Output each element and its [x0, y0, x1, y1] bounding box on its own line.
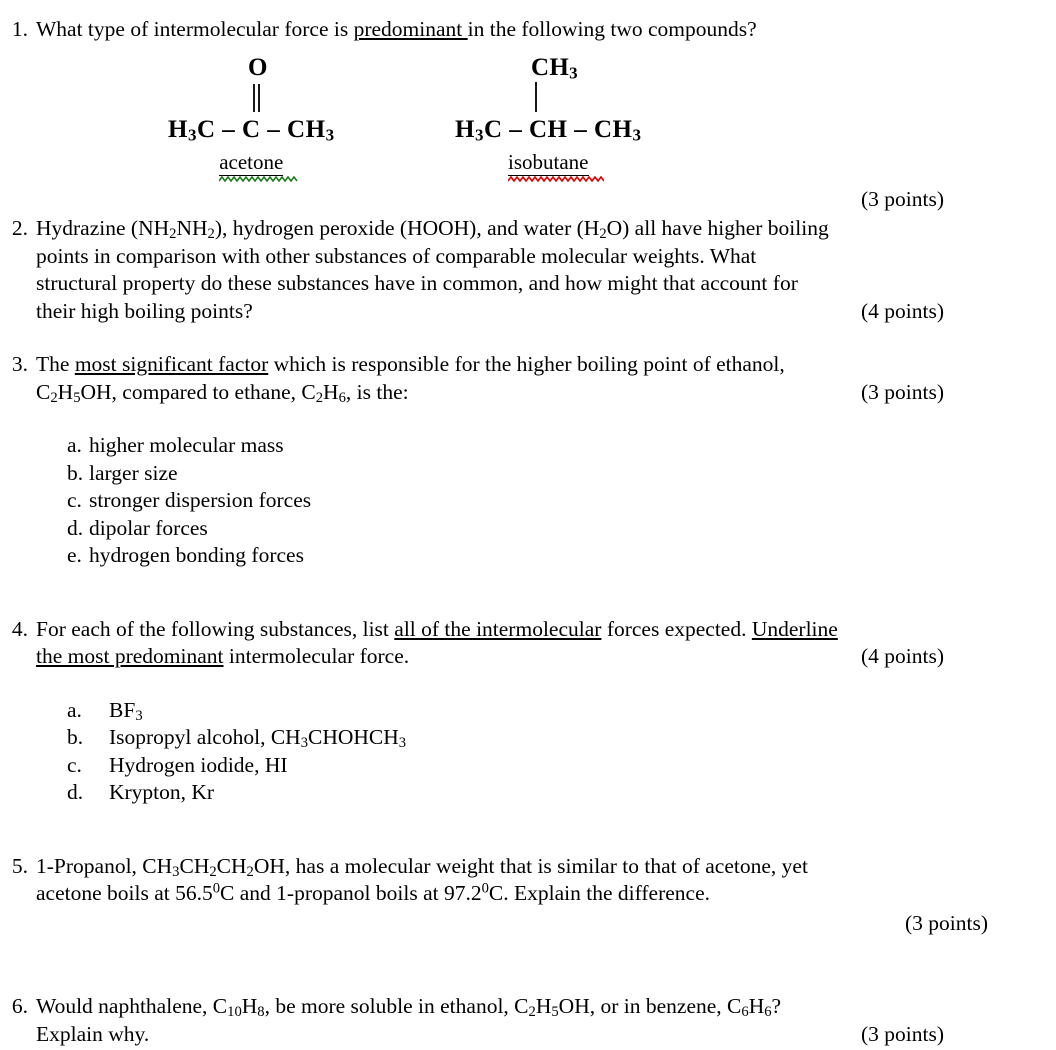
option-3b[interactable]: [67, 460, 1056, 488]
option-4d-letter: d.: [67, 780, 84, 805]
question-2-line-3: structural property do these substances have in common, and how might that account for: [36, 271, 798, 296]
question-6: [0, 993, 1056, 1048]
option-4d-text: Krypton, Kr: [109, 780, 215, 805]
option-3e[interactable]: [67, 542, 1056, 570]
molecule-acetone: [168, 52, 335, 177]
isobutane-methyl-group: [455, 52, 642, 114]
acetone-name-text: acetone: [219, 149, 284, 174]
q4-underlined-most-predominant: the most predominant: [36, 644, 224, 669]
question-4-number: 4.: [11, 616, 28, 641]
question-6-number: 6.: [11, 994, 28, 1019]
acetone-grammar-squiggle: [219, 176, 299, 182]
option-3b-letter: b.: [67, 460, 84, 485]
q3-text-after: which is responsible for the higher boiling point of ethanol,: [268, 352, 785, 377]
question-6-line-1: Would naphthalene, $C_{10}H_8$, be more soluble in ethanol, $C_2H_5OH$, or in benzene, $C_6H_6$?: [36, 994, 782, 1021]
option-4b[interactable]: [67, 724, 1056, 752]
isobutane-spelling-squiggle: [508, 176, 604, 182]
question-1-points: (3 points): [860, 186, 944, 211]
isobutane-single-bond-line: [535, 82, 537, 112]
question-1-number: 1.: [11, 17, 28, 41]
question-5-line-2: acetone boils at 56.5$^0$C and 1-propanol boils at 97.2$^0$C. Explain the difference.: [36, 880, 711, 906]
q4-l1-part-a: For each of the following substances, list: [36, 616, 395, 641]
question-3-points: (3 points): [860, 379, 944, 404]
question-5-line-1: 1-Propanol, $CH_3CH_2CH_2OH$, has a molecular weight that is similar to that of acetone, yet: [36, 853, 808, 880]
question-3-line-2: $C_2H_5OH$, compared to ethane, $C_2H_6$, is the: (3 points): [36, 379, 944, 406]
question-2-line-2: points in comparison with other substances of comparable molecular weights. What: [36, 243, 757, 268]
option-3e-text: hydrogen bonding forces: [89, 543, 304, 568]
acetone-carbonyl-group: [168, 52, 335, 114]
question-3: [0, 351, 1056, 570]
question-5-number: 5.: [11, 853, 28, 878]
q4-l2-rest: intermolecular force.: [223, 644, 410, 669]
acetone-double-bond-line-2: [258, 84, 260, 112]
question-4-points: (4 points): [860, 644, 944, 669]
question-2-line-4-text: their high boiling points?: [36, 298, 253, 323]
acetone-oxygen-label: O: [248, 53, 268, 81]
option-3d-text: dipolar forces: [89, 515, 208, 540]
question-2: [0, 215, 1056, 325]
option-3a-letter: a.: [67, 433, 82, 458]
question-2-line-1: Hydrazine $(NH_2NH_2)$, hydrogen peroxide (HOOH), and water $(H_2O)$ all have higher boiling: [36, 216, 829, 243]
question-6-points: (3 points): [860, 1021, 944, 1046]
q3-underlined-phrase: most significant factor: [74, 352, 269, 377]
q4-underlined-all-of-the-intermolecular: all of the intermolecular: [394, 616, 602, 641]
option-3c[interactable]: [67, 487, 1056, 515]
molecule-isobutane: [455, 52, 642, 177]
isobutane-ch3-label: $CH_3$: [531, 53, 578, 83]
question-3-line-1: [36, 351, 1056, 379]
question-5-points: (3 points): [904, 910, 988, 935]
option-3a[interactable]: [67, 432, 1056, 460]
option-4b-letter: b.: [67, 725, 84, 750]
option-3d-letter: d.: [67, 515, 84, 540]
option-4c-text: Hydrogen iodide, HI: [109, 752, 288, 777]
q3-text-before: The: [36, 352, 75, 377]
question-5-points-row: [36, 910, 988, 938]
option-4d[interactable]: [67, 779, 1056, 807]
question-5: [0, 853, 1056, 938]
question-3-options: [67, 432, 1056, 570]
option-4c-letter: c.: [67, 752, 82, 777]
question-3-number: 3.: [11, 352, 28, 377]
acetone-chain-formula: $H_3C$ – C – $CH_3$: [168, 115, 335, 145]
option-4a-text: $BF_3$: [109, 697, 143, 724]
isobutane-name-text: isobutane: [508, 149, 589, 174]
question-4-line-1: [36, 616, 1056, 644]
q4-underlined-underline: Underline: [751, 616, 838, 641]
q4-l1-part-b: forces expected.: [601, 616, 752, 641]
question-4-line-2: [36, 643, 1056, 671]
q1-underlined-predominant: predominant: [353, 17, 468, 41]
isobutane-name-label: [508, 149, 588, 177]
question-2-line-4: [36, 298, 1056, 326]
option-3d[interactable]: [67, 515, 1056, 543]
question-6-line-2-text: Explain why.: [36, 1021, 150, 1046]
question-4: [0, 616, 1056, 807]
question-6-line-2: [36, 1021, 1056, 1049]
question-1: [0, 0, 1056, 44]
q1-text-before: What type of intermolecular force is: [36, 17, 354, 41]
acetone-double-bond-line-1: [253, 84, 255, 112]
option-3c-text: stronger dispersion forces: [89, 488, 312, 513]
option-4b-text: Isopropyl alcohol, $CH_3CHOHCH_3$: [109, 725, 407, 752]
option-4a-letter: a.: [67, 697, 82, 722]
question-2-number: 2.: [11, 216, 28, 241]
option-4a[interactable]: [67, 697, 1056, 725]
question-1-text: [36, 16, 1056, 44]
option-4c[interactable]: [67, 752, 1056, 780]
acetone-name-label: [219, 149, 283, 177]
question-4-options: [67, 697, 1056, 807]
option-3a-text: higher molecular mass: [89, 433, 284, 458]
option-3c-letter: c.: [67, 488, 82, 513]
question-2-points: (4 points): [860, 298, 944, 323]
molecule-diagram: [0, 52, 1056, 192]
q1-text-after: in the following two compounds?: [467, 17, 757, 41]
option-3b-text: larger size: [89, 460, 178, 485]
isobutane-chain-formula: $H_3C$ – CH – $CH_3$: [455, 115, 642, 145]
option-3e-letter: e.: [67, 543, 82, 568]
